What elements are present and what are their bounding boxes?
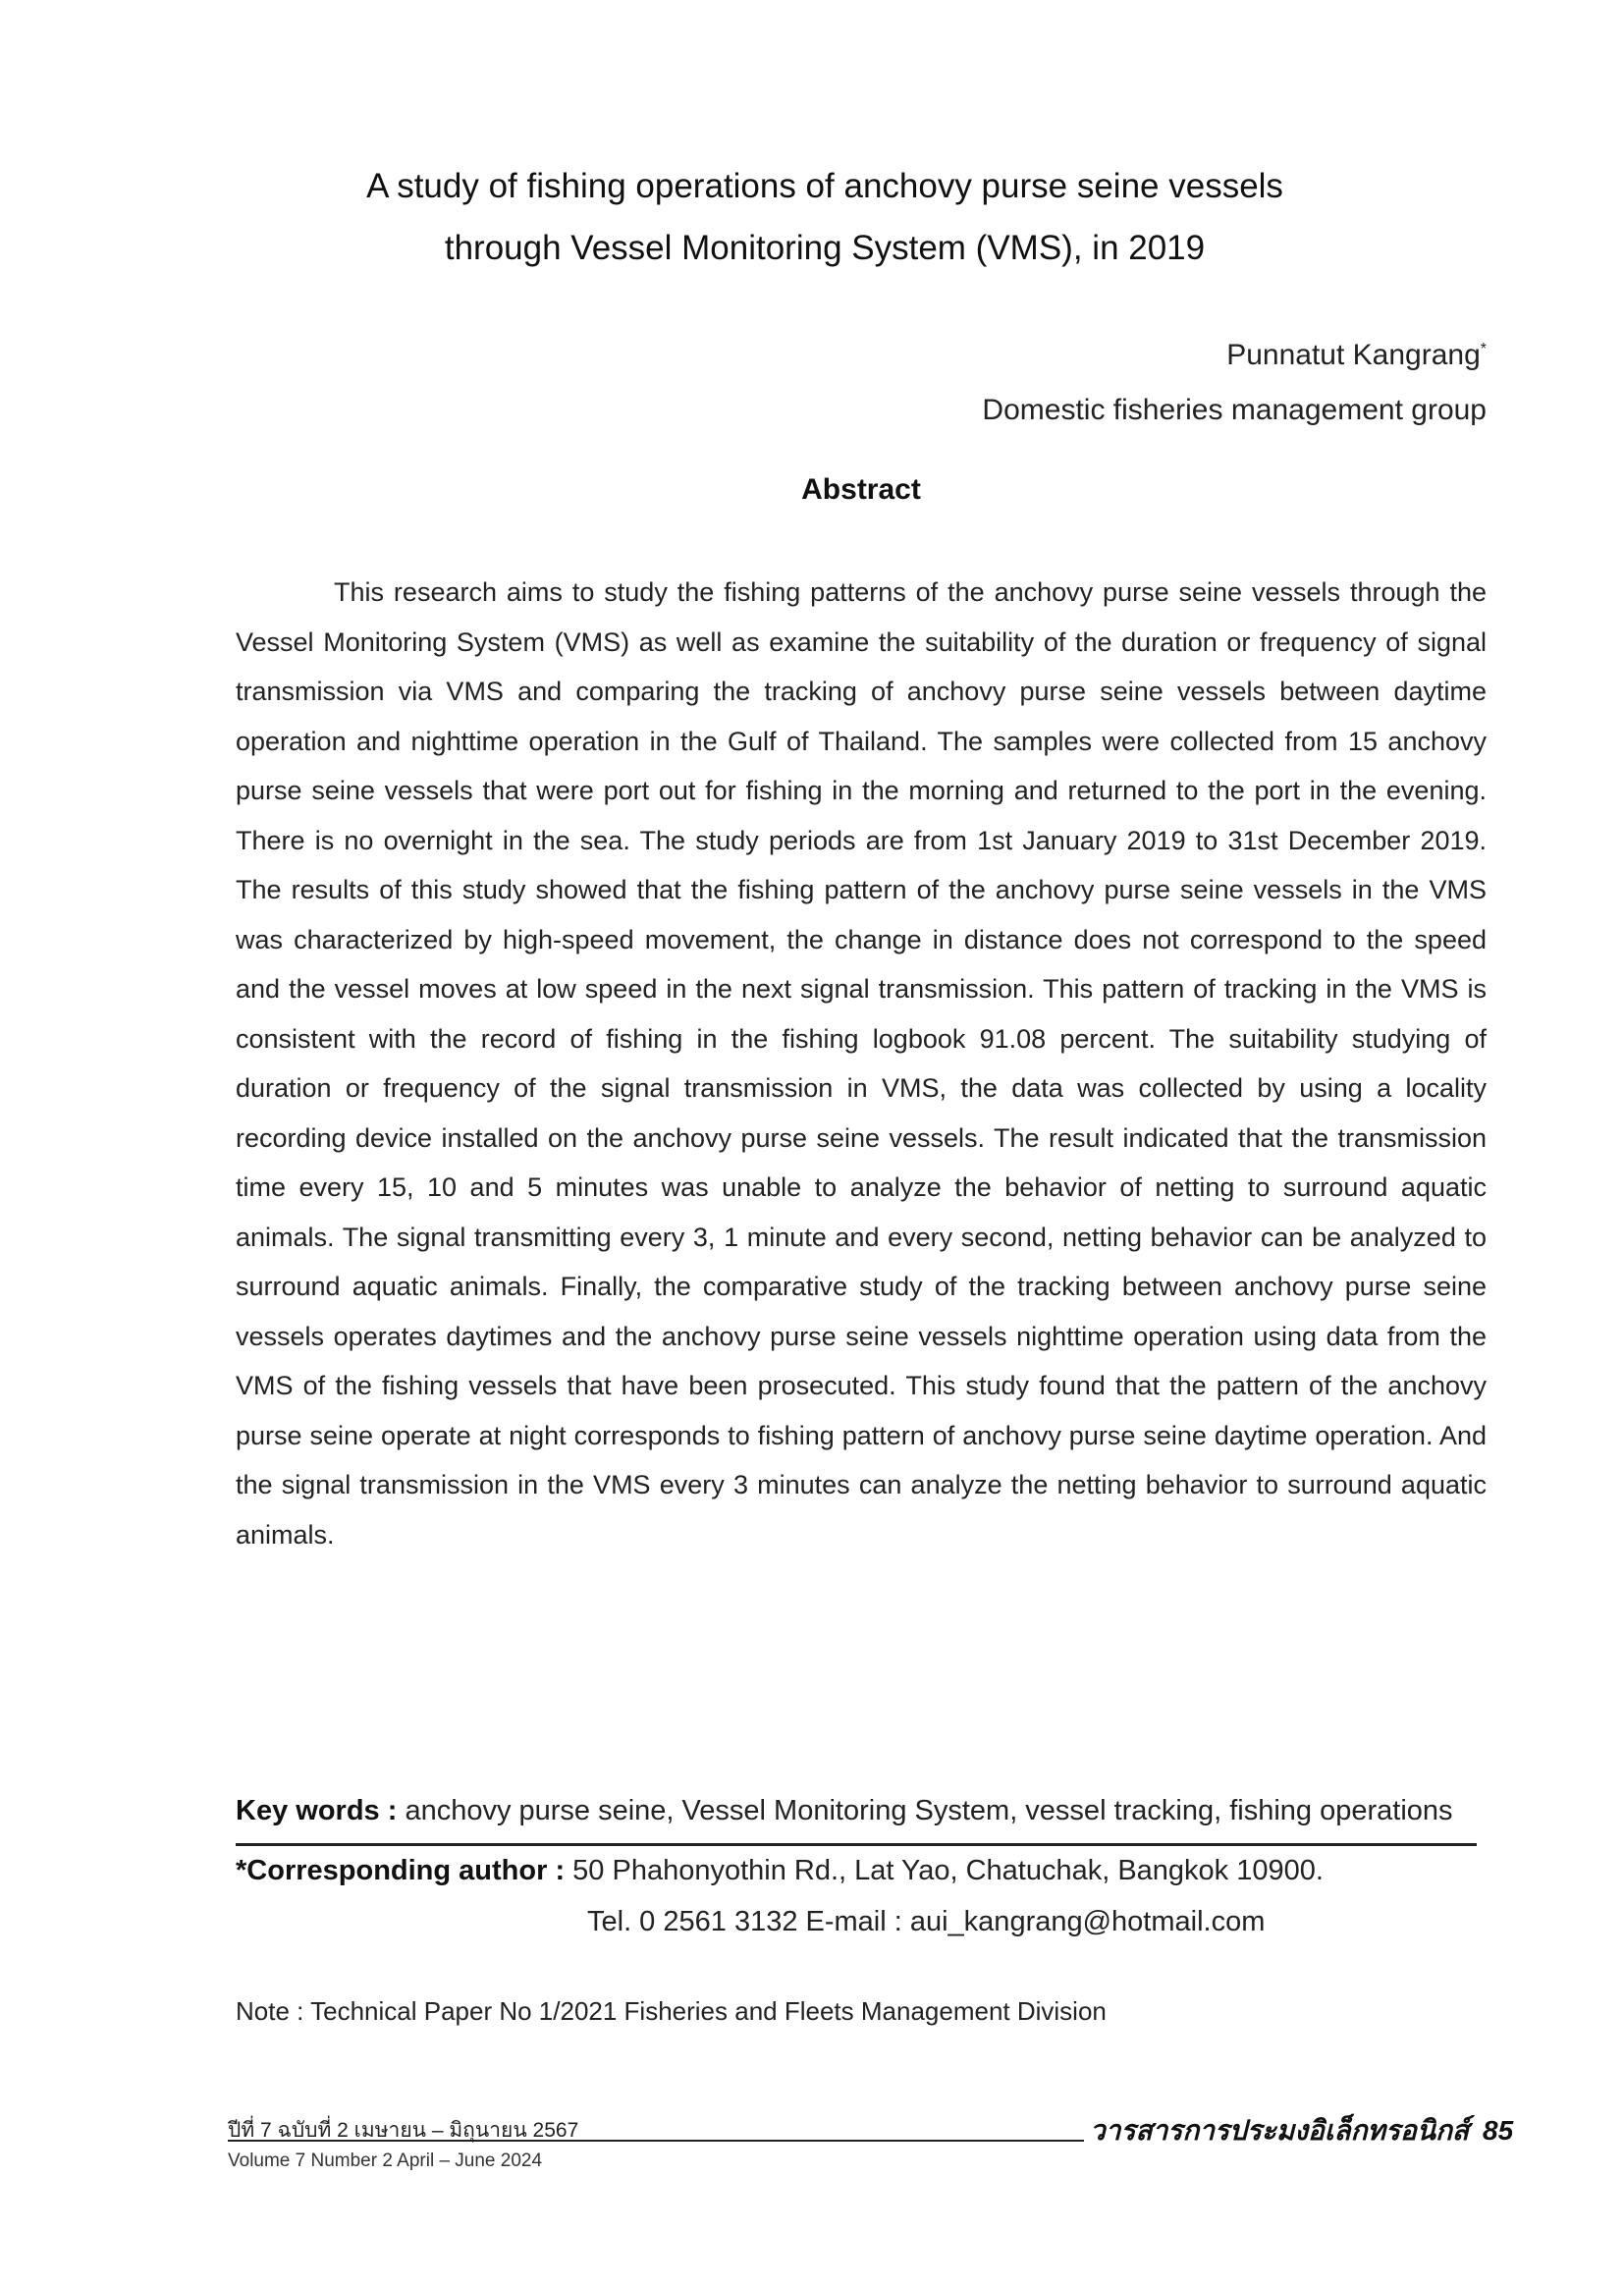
journal-name: วารสารการประมงอิเล็กทรอนิกส์ <box>1090 2115 1470 2146</box>
title-line-1: A study of fishing operations of anchovy purse seine vessels <box>366 167 1283 205</box>
paper-title <box>196 155 1453 279</box>
author-name-line <box>982 322 1487 383</box>
author-block <box>982 322 1487 438</box>
author-affiliation: Domestic fisheries management group <box>982 394 1487 426</box>
title-line-2: through Vessel Monitoring System (VMS), in 2019 <box>444 229 1206 267</box>
author-name: Punnatut Kangrang <box>1226 339 1481 371</box>
keywords-line <box>236 1791 1487 1830</box>
author-marker: * <box>1480 341 1487 357</box>
footer-divider <box>228 2140 1084 2142</box>
keywords-label: Key words : <box>236 1795 398 1826</box>
technical-note: Note : Technical Paper No 1/2021 Fisheries and Fleets Management Division <box>236 1996 1107 2026</box>
abstract-body: This research aims to study the fishing patterns of the anchovy purse seine vessels through the Vessel Monitoring System (VMS) as well as examine the suitability of the duration or frequency of signal transmission via VMS and comparing the tracking of anchovy purse seine vessels between daytime operation and nighttime operation in the Gulf of Thailand. The samples were collected from 15 anchovy purse seine vessels that were port out for fishing in the morning and returned to the port in the evening. There is no overnight in the sea. The study periods are from 1st January 2019 to 31st December 2019. The results of this study showed that the fishing pattern of the anchovy purse seine vessels in the VMS was characterized by high-speed movement, the change in distance does not correspond to the speed and the vessel moves at low speed in the next signal transmission. This pattern of tracking in the VMS is consistent with the record of fishing in the fishing logbook 91.08 percent. The suitability studying of duration or frequency of the signal transmission in VMS, the data was collected by using a locality recording device installed on the anchovy purse seine vessels. The result indicated that the transmission time every 15, 10 and 5 minutes was unable to analyze the behavior of netting to surround aquatic animals. The signal transmitting every 3, 1 minute and every second, netting behavior can be analyzed to surround aquatic animals. Finally, the comparative study of the tracking between anchovy purse seine vessels operates daytimes and the anchovy purse seine vessels nighttime operation using data from the VMS of the fishing vessels that have been prosecuted. This study found that the pattern of the anchovy purse seine operate at night corresponds to fishing pattern of anchovy purse seine daytime operation. And the signal transmission in the VMS every 3 minutes can analyze the netting behavior to surround aquatic animals. <box>236 577 1487 1550</box>
page-number: 85 <box>1483 2115 1514 2146</box>
abstract-heading: Abstract <box>801 473 921 506</box>
footer-volume: Volume 7 Number 2 April – June 2024 <box>228 2150 543 2171</box>
corresponding-line <box>236 1846 1324 1895</box>
footer-journal <box>1090 2109 1513 2152</box>
keywords-text: anchovy purse seine, Vessel Monitoring System, vessel tracking, fishing operations <box>405 1795 1453 1826</box>
corresponding-label: *Corresponding author : <box>236 1855 566 1886</box>
footer-issue-thai: ปีที่ 7 ฉบับที่ 2 เมษายน – มิถุนายน 2567 <box>228 2119 579 2142</box>
corresponding-contact: Tel. 0 2561 3132 E-mail : aui_kangrang@hotmail.com <box>587 1906 1266 1937</box>
corresponding-address: 50 Phahonyothin Rd., Lat Yao, Chatuchak, Bangkok 10900. <box>572 1855 1324 1886</box>
